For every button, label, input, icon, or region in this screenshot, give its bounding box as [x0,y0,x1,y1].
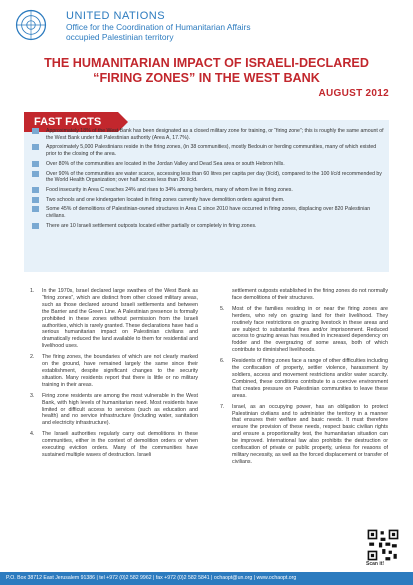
paragraph-number: 3. [30,392,35,399]
paragraph-number: 7. [220,403,225,410]
fast-fact-item: Some 45% of demolitions of Palestinian-owned structures in Area C since 2010 have occurred in firing zones, displacing over 820 Palestinian civilians. [30,206,384,219]
paragraph-number: 1. [30,288,35,294]
paragraph-number: 4. [30,431,35,438]
paragraph-number: 6. [220,358,225,365]
scan-label: Scan it! [366,561,385,567]
fast-fact-item: Two schools and one kindergarten located in firing zones currently have demolition orders against them. [30,197,384,204]
body-column-right [220,288,388,470]
org-name: UNITED NATIONS [66,10,166,22]
fast-facts-list [30,128,384,233]
bullet-icon [32,223,39,229]
bullet-icon [32,128,39,134]
org-sub2: occupied Palestinian territory [66,32,174,42]
footer-contact: P.O. Box 38712 East Jerusalem 91386 | tel +972 (0)2 582 9962 | fax +972 (0)2 582 5841 | ochaopt@un.org | www.ochaopt.org [0,572,413,585]
fast-fact-item: Approximately 5,000 Palestinians reside in the firing zones, (in 38 communities), mostly Bedouin or herding communities, many of which existed prior to the closing of the area. [30,144,384,157]
body-paragraph: 2. The firing zones, the boundaries of which are not clearly marked on the ground, have remained largely the same since their establishment, despite significant changes to the security situation. Many residents report that there is little or no military training in their areas. [30,354,198,388]
bullet-icon [32,197,39,203]
fast-fact-item: Food insecurity in Area C reaches 24% and rises to 34% among herders, many of whom live in firing zones. [30,187,384,194]
fast-fact-item: Approximately 18% of the West Bank has been designated as a closed military zone for training, or “firing zone”; this is roughly the same amount of the West Bank under full Palestinian authority (Area A, 17.7%). [30,128,384,141]
page-title [0,56,413,86]
fast-facts-label: FAST FACTS [24,112,118,132]
fast-fact-item: There are 10 Israeli settlement outposts located either partially or completely in firing zones. [30,223,384,230]
fast-fact-item: Over 90% of the communities are water scarce, accessing less than 60 litres per capita per day (l/c/d), compared to the 100 l/c/d recommended by the World Health Organization; over half access less than 30 l/c/d. [30,171,384,184]
body-paragraph: 3. Firing zone residents are among the most vulnerable in the West Bank, with high levels of humanitarian need. Most residents have limited or difficult access to services (such as education and health) and no service infrastructure (including water, sanitation and electricity infrastructure). [30,392,198,427]
body-paragraph: 1. In the 1970s, Israel declared large swathes of the West Bank as “firing zones”, which are distinct from other closed military areas, such as those declared around Israeli settlements and between the Barrier and the Green Line. A Palestinian presence is formally prohibited in these zones without permission from the Israeli authorities, which is rarely granted. These declarations have had a serious humanitarian impact on Palestinian civilians and dramatically reduced the land available to them for residential and livelihood uses. [30,288,198,350]
body-paragraph: 4. The Israeli authorities regularly carry out demolitions in these communities, either in the context of demolition orders or when executing eviction orders. Many of the communities have sustained multiple waves of destruction. Israeli [30,431,198,458]
bullet-icon [32,144,39,150]
body-column-left [30,288,198,463]
title-line-1: THE HUMANITARIAN IMPACT OF ISRAELI-DECLARED [44,56,369,70]
paragraph-number: 2. [30,354,35,361]
body-paragraph: 6. Residents of firing zones face a range of other difficulties including the confiscation of property, settler violence, harassment by soldiers, access and movement restrictions and/or water scarcity. Combined, these conditions contribute to a coercive environment that creates pressure on Palestinian communities to leave these areas. [220,358,388,399]
body-paragraph: settlement outposts established in the firing zones do not normally face demolitions of their structures. [232,288,388,301]
bullet-icon [32,187,39,193]
bullet-icon [32,161,39,167]
organization-block [66,10,251,42]
body-paragraph: 7. Israel, as an occupying power, has an obligation to protect Palestinian civilians and to administer the territory in a manner that ensures their welfare and basic needs. It must therefore ensure the provision of these needs, respect basic civilian rights and ensure a proportionality test, the humanitarian situation can be improved. International law also prohibits the destruction or confiscation of private or public property, unless for reasons of military necessity, as well as the forced displacement or transfer of civilians. [220,403,388,465]
fast-fact-item: Over 80% of the communities are located in the Jordan Valley and Dead Sea area or south Hebron hills. [30,161,384,168]
paragraph-number: 5. [220,305,225,312]
body-paragraph: 5. Most of the families residing in or near the firing zones are herders, who rely on grazing land for their livelihood. They routinely face restrictions on grazing livestock in these areas and are subject to substantial fines and/or imprisonment. Reduced access to grazing areas has resulted in increased dependency on fodder and the overgrazing of some areas, both of which contribute to diminished livelihoods. [220,305,388,354]
un-emblem-icon [14,8,48,42]
bullet-icon [32,206,39,212]
title-line-2: “FIRING ZONES” IN THE WEST BANK [93,71,320,85]
report-date: AUGUST 2012 [318,88,389,99]
org-sub1: Office for the Coordination of Humanitarian Affairs [66,22,251,32]
qr-code-icon[interactable] [366,528,400,562]
header [0,0,413,52]
bullet-icon [32,171,39,177]
